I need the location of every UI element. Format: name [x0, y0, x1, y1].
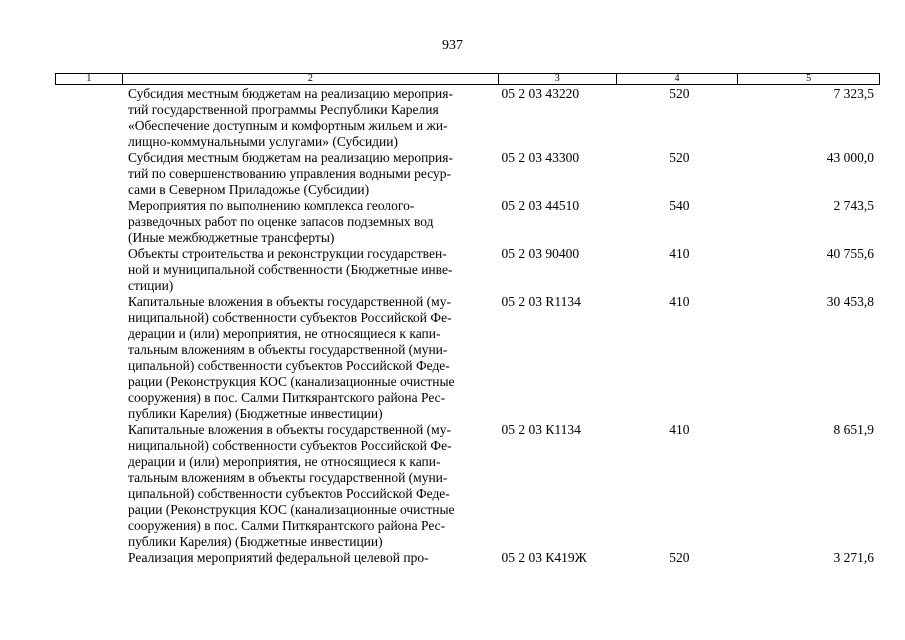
description-line: тальным вложениям в объекты государственной (муни-: [128, 342, 448, 357]
row-amount: 2 743,5: [833, 198, 874, 213]
description-line: Капитальные вложения в объекты государственной (му-: [128, 422, 451, 437]
description-line: дерации и (или) мероприятия, не относящиеся к капи-: [128, 454, 441, 469]
row-description: [55, 550, 502, 566]
row-code: 05 2 03 R1134: [501, 294, 581, 309]
description-line: Субсидия местным бюджетам на реализацию мероприя-: [128, 150, 453, 165]
description-line: стиции): [128, 278, 174, 293]
description-line: Объекты строительства и реконструкции государствен-: [128, 246, 447, 261]
description-line: сооружения) в пос. Салми Питкярантского района Рес-: [128, 518, 446, 533]
row-code: 05 2 03 44510: [501, 198, 580, 213]
header-col-2: 2: [123, 74, 499, 84]
table-row: [55, 246, 880, 294]
row-amount: 40 755,6: [826, 246, 874, 261]
header-col-5: 5: [806, 73, 812, 84]
page-number: 937: [442, 38, 463, 53]
description-line: «Обеспечение доступным и комфортным жильем и жи-: [128, 118, 448, 133]
row-expense-type: 410: [669, 422, 690, 437]
description-line: публики Карелия) (Бюджетные инвестиции): [128, 406, 383, 421]
description-line: рации (Реконструкция КОС (канализационные очистные: [128, 502, 455, 517]
table-row: [55, 550, 880, 566]
description-line: сооружения) в пос. Салми Питкярантского района Рес-: [128, 390, 446, 405]
description-line: разведочных работ по оценке запасов подземных вод: [128, 214, 434, 229]
header-col-1: 1: [56, 74, 123, 84]
description-line: ципальной) собственности субъектов Российской Феде-: [128, 486, 450, 501]
description-line: ципальной) собственности субъектов Российской Феде-: [128, 358, 450, 373]
table-row: [55, 422, 880, 550]
description-line: публики Карелия) (Бюджетные инвестиции): [128, 534, 383, 549]
description-line: Мероприятия по выполнению комплекса геолого-: [128, 198, 415, 213]
row-expense-type: 520: [669, 150, 690, 165]
description-line: (Иные межбюджетные трансферты): [128, 230, 335, 245]
row-expense-type: 410: [669, 246, 690, 261]
row-expense-type: 410: [669, 294, 690, 309]
table-row: [55, 150, 880, 198]
description-line: тий по совершенствованию управления водными ресур-: [128, 166, 451, 181]
row-code: 05 2 03 43220: [501, 86, 580, 101]
row-amount: 8 651,9: [833, 422, 874, 437]
row-amount: 3 271,6: [833, 550, 874, 565]
row-amount: 7 323,5: [833, 86, 874, 101]
row-description: [55, 198, 502, 246]
row-code: 05 2 03 К1134: [501, 422, 581, 437]
table-row: [55, 294, 880, 422]
description-line: тальным вложениям в объекты государственной (муни-: [128, 470, 448, 485]
description-line: Капитальные вложения в объекты государственной (му-: [128, 294, 451, 309]
description-line: рации (Реконструкция КОС (канализационные очистные: [128, 374, 455, 389]
header-col-3: 3: [499, 74, 617, 84]
description-line: тий государственной программы Республики Карелия: [128, 102, 439, 117]
row-expense-type: 540: [669, 198, 690, 213]
table-header: [55, 73, 880, 85]
row-description: [55, 246, 502, 294]
table-body: [55, 86, 880, 566]
description-line: ниципальной) собственности субъектов Российской Фе-: [128, 438, 452, 453]
row-amount: 30 453,8: [826, 294, 874, 309]
row-code: 05 2 03 90400: [501, 246, 580, 261]
row-expense-type: 520: [669, 550, 690, 565]
row-expense-type: 520: [669, 86, 690, 101]
description-line: ниципальной) собственности субъектов Российской Фе-: [128, 310, 452, 325]
row-code: 05 2 03 К419Ж: [501, 550, 587, 565]
row-description: [55, 294, 502, 422]
description-line: лищно-коммунальными услугами» (Субсидии): [128, 134, 398, 149]
row-description: [55, 422, 502, 550]
row-description: [55, 150, 502, 198]
row-description: [55, 86, 502, 150]
table-row: [55, 198, 880, 246]
row-code: 05 2 03 43300: [501, 150, 580, 165]
header-col-4: 4: [617, 74, 739, 84]
description-line: Реализация мероприятий федеральной целевой про-: [128, 550, 429, 565]
table-row: [55, 86, 880, 150]
description-line: дерации и (или) мероприятия, не относящиеся к капи-: [128, 326, 441, 341]
description-line: Субсидия местным бюджетам на реализацию мероприя-: [128, 86, 453, 101]
description-line: ной и муниципальной собственности (Бюджетные инве-: [128, 262, 453, 277]
row-amount: 43 000,0: [826, 150, 874, 165]
description-line: сами в Северном Приладожье (Субсидии): [128, 182, 370, 197]
